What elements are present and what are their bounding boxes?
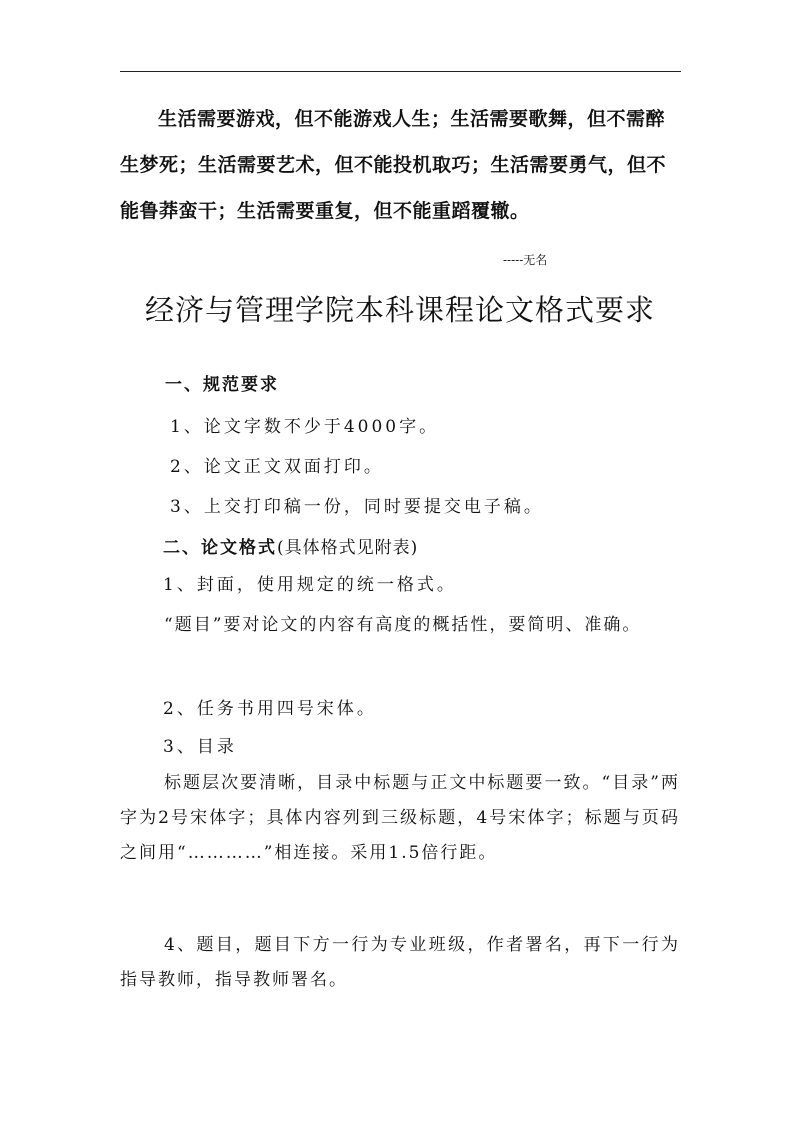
- document-title: 经济与管理学院本科课程论文格式要求: [144, 293, 655, 327]
- section2-heading-note: (具体格式见附表): [277, 538, 419, 558]
- section2-item-4: 4、题目，题目下方一行为专业班级，作者署名，再下一行为指导教师，指导教师署名。: [120, 935, 680, 990]
- section2-heading: [163, 537, 723, 559]
- section2-item-3-description: 标题层次要清晰，目录中标题与正文中标题要一致。“目录”两字为2号宋体字；具体内容列到三级标题，4号宋体字；标题与页码之间用“…………”相连接。采用1.5倍行距。: [120, 773, 680, 863]
- epigraph-attribution: -----无名: [503, 253, 548, 267]
- section2-item-1-description: “题目”要对论文的内容有高度的概括性，要简明、准确。: [164, 615, 642, 635]
- section1-item-2: 2、论文正文双面打印。: [170, 457, 384, 477]
- section2-heading-text: 二、论文格式: [163, 538, 277, 558]
- header-rule: [120, 71, 681, 72]
- section2-item-1: 1、封面，使用规定的统一格式。: [163, 575, 457, 595]
- section1-item-3: 3、上交打印稿一份，同时要提交电子稿。: [170, 497, 544, 517]
- section1-item-1: 1、论文字数不少于4000字。: [170, 417, 440, 437]
- epigraph-quote: 生活需要游戏，但不能游戏人生；生活需要歌舞，但不需醉生梦死；生活需要艺术，但不能投机取巧；生活需要勇气，但不能鲁莽蛮干；生活需要重复，但不能重蹈覆辙。: [120, 108, 667, 222]
- section1-heading: 一、规范要求: [165, 375, 279, 395]
- section2-item-2: 2、任务书用四号宋体。: [163, 699, 377, 719]
- section2-item-3: 3、目录: [163, 737, 237, 757]
